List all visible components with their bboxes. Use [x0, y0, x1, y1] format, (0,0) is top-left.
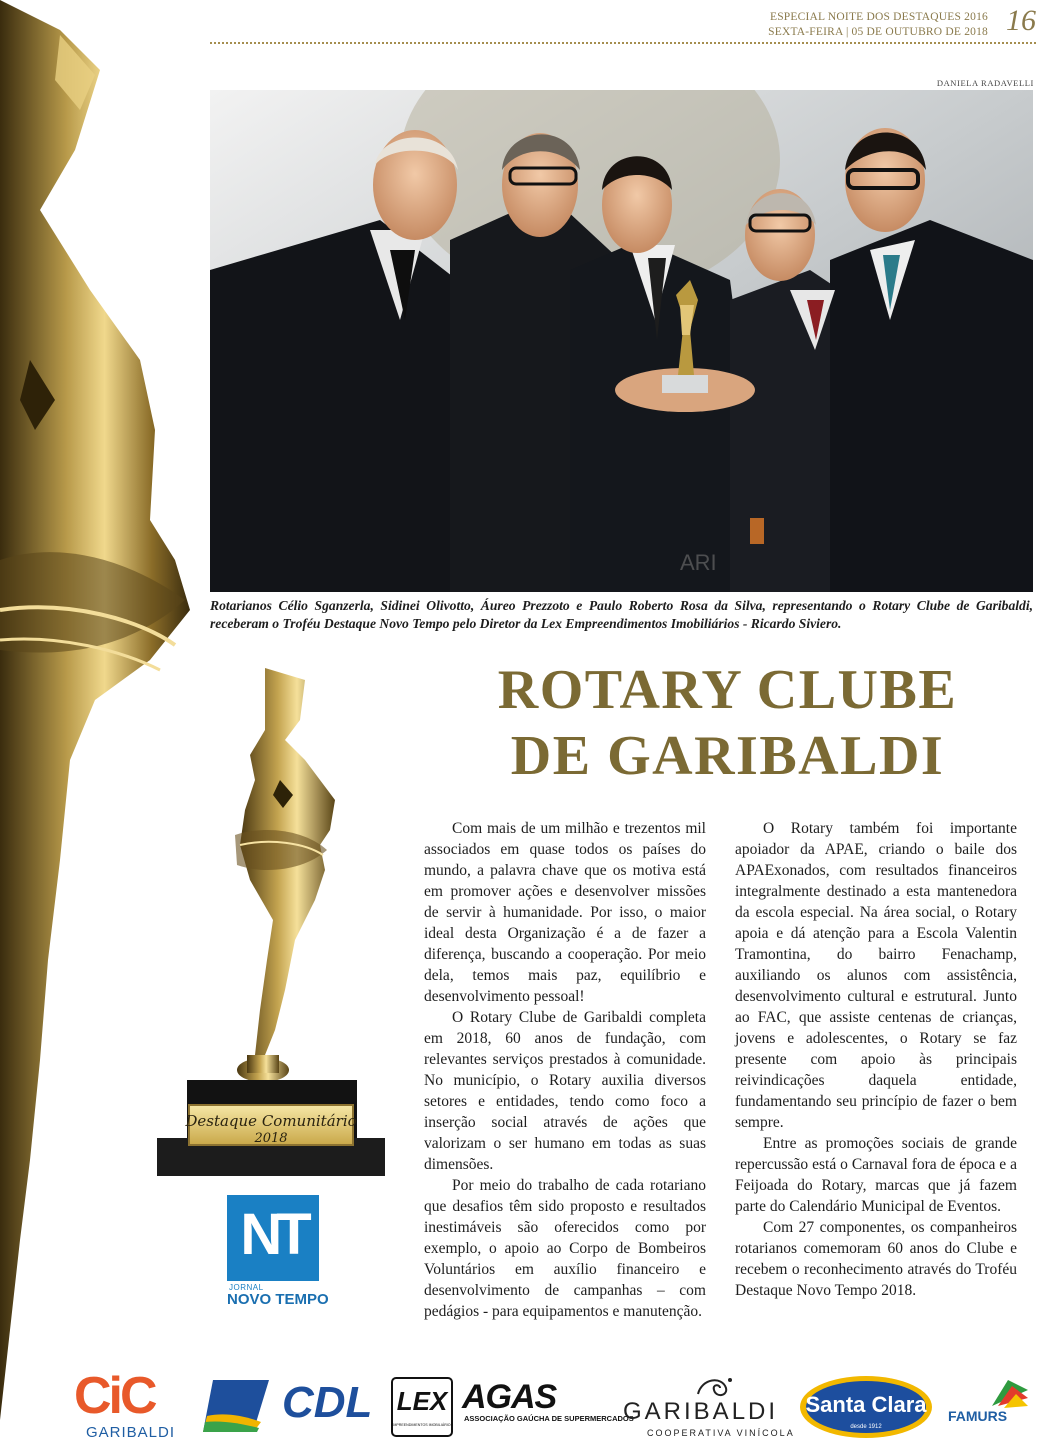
cdl-swoosh-icon — [203, 1376, 273, 1434]
nt-logo-letters: NT — [240, 1202, 306, 1267]
famurs-logo: FAMURS — [948, 1408, 1008, 1424]
agas-logo: AGAS — [462, 1378, 557, 1416]
paragraph: Com 27 componentes, os companheiros rotarianos comemoram 60 anos do Clube e recebem o reconhecimento através do Troféu Destaque Novo Tempo 2018. — [735, 1219, 1017, 1299]
lex-logo — [388, 1376, 456, 1438]
nt-logo-icon — [227, 1195, 319, 1281]
lex-logo-sub: EMPREENDIMENTOS IMOBILIÁRIOS — [390, 1423, 454, 1427]
plaque-text-1: Destaque Comunitário — [185, 1112, 357, 1130]
santa-clara-sub: desde 1912 — [850, 1424, 882, 1430]
paragraph: O Rotary também foi importante apoiador da APAE, criando o baile dos APAExonados, com resultados financeiros integralmente destinado a esta mantenedora da escola especial. Na área social, o Rotary apoia e dá atenção para a Escola Valentin Tramontina, do bairro Fenachamp, auxiliando os alunos com assistência, desenvolvimento cultural e estrutural. Junto ao FAC, que assiste centenas de crianças, jovens e adolescentes, o Rotary se faz presente com apoio às principais reivindicações daquela entidade, fundamentando seu princípio de fazer o bem sempre. — [735, 820, 1017, 1131]
paragraph: Por meio do trabalho de cada rotariano que desafios têm sido proposto e resultados inestimáveis são oferecidos como por exemplo, o apoio ao Corpo de Bombeiros Voluntários em auxílio financeiro e desenvolvimento de campanhas – com pedágios - para equipamentos e manutenção. — [424, 1177, 706, 1320]
cdl-logo: CDL — [282, 1378, 373, 1427]
title-line-2: DE GARIBALDI — [510, 725, 945, 787]
lex-logo-text: LEX — [396, 1386, 448, 1416]
article-title — [470, 657, 985, 789]
nt-logo-name: NOVO TEMPO — [227, 1291, 329, 1308]
header-date: SEXTA-FEIRA | 05 DE OUTUBRO DE 2018 — [768, 26, 988, 38]
paragraph: O Rotary Clube de Garibaldi completa em 2018, 60 anos de fundação, com relevantes serviços prestados à comunidade. No município, o Rotary auxilia diversos setores e entidades, tendo como foco a inserção social através de ações que valorizam o ser humano em todas as suas dimensões. — [424, 1009, 706, 1173]
header-edition: ESPECIAL NOITE DOS DESTAQUES 2016 — [769, 11, 988, 23]
article-column-2 — [735, 818, 1017, 1301]
paragraph: Com mais de um milhão e trezentos mil associados em quase todos os países do mundo, a palavra chave que os motiva está em promover ações e desenvolver missões de servir à humanidade. Por isso, o maior ideal desta Organização é a de fazer a diferença, buscando a cooperação. Por meio dela, temos mais paz, equilíbrio e desenvolvimento pessoal! — [424, 820, 706, 1005]
plaque-text-2: 2018 — [254, 1131, 288, 1146]
nt-logo-jornal: JORNAL — [229, 1283, 264, 1292]
page-header — [210, 4, 1036, 44]
cic-logo: CiC — [74, 1367, 155, 1425]
photo-credit: DANIELA RADAVELLI — [936, 78, 1034, 88]
santa-clara-logo — [798, 1374, 934, 1440]
article-column-1 — [424, 818, 706, 1322]
santa-clara-text: Santa Clara — [805, 1392, 927, 1417]
paragraph: Entre as promoções sociais de grande repercussão está o Carnaval fora de época e a Feijoada do Rotary, marcas que já fazem parte do Calendário Municipal de Eventos. — [735, 1135, 1017, 1215]
header-text — [768, 10, 988, 40]
title-line-1: ROTARY CLUBE — [497, 659, 958, 721]
photo-caption: Rotarianos Célio Sganzerla, Sidinei Olivotto, Áureo Prezzoto e Paulo Roberto Rosa da Silva, representando o Rotary Clube de Garibaldi, receberam o Troféu Destaque Novo Tempo pelo Diretor da Lex Empreendimentos Imobiliários - Ricardo Siviero. — [210, 598, 1033, 631]
garibaldi-logo-sub: COOPERATIVA VINÍCOLA — [647, 1428, 795, 1438]
trophy-icon — [155, 660, 390, 1180]
garibaldi-logo: GARIBALDI — [623, 1398, 779, 1425]
cic-logo-sub: GARIBALDI — [86, 1424, 176, 1441]
svg-text:ARI: ARI — [680, 550, 717, 575]
sponsor-bar — [60, 1368, 1050, 1443]
page-number: 16 — [1006, 4, 1036, 37]
award-photo — [210, 90, 1033, 592]
agas-logo-sub: ASSOCIAÇÃO GAÚCHA DE SUPERMERCADOS — [464, 1414, 634, 1423]
famurs-flag-icon — [988, 1376, 1030, 1412]
